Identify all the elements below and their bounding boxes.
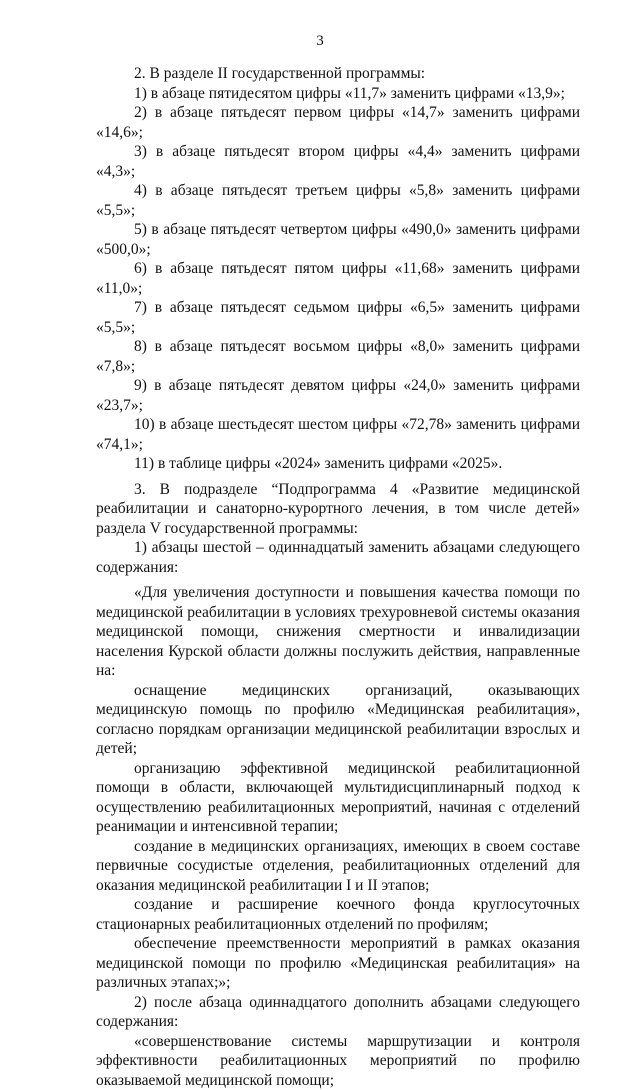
list-item-7: 7) в абзаце пятьдесят седьмом цифры «6,5» заменить цифрами «5,5»; xyxy=(96,298,580,337)
subsection-item-2: 2) после абзаца одиннадцатого дополнить абзацами следующего содержания: xyxy=(96,993,580,1032)
quoted-paragraph-routing: «совершенствование системы маршрутизации и контроля эффективности реабилитационных мероприятий по профилю оказываемой медицинской помощи; xyxy=(96,1032,580,1090)
quoted-paragraph-continuity: обеспечение преемственности мероприятий в рамках оказания медицинской помощи по профилю «Медицинская реабилитация» на различных этапах;»; xyxy=(96,934,580,993)
page-number: 3 xyxy=(0,33,640,50)
section-2-heading: 2. В разделе II государственной программы: xyxy=(96,64,580,84)
list-item-6: 6) в абзаце пятьдесят пятом цифры «11,68» заменить цифрами «11,0»; xyxy=(96,259,580,298)
list-item-4: 4) в абзаце пятьдесят третьем цифры «5,8» заменить цифрами «5,5»; xyxy=(96,181,580,220)
list-item-8: 8) в абзаце пятьдесят восьмом цифры «8,0» заменить цифрами «7,8»; xyxy=(96,337,580,376)
list-item-11: 11) в таблице цифры «2024» заменить цифрами «2025». xyxy=(96,454,580,474)
quoted-paragraph-intro: «Для увеличения доступности и повышения качества помощи по медицинской реабилитации в условиях трехуровневой системы оказания медицинской помощи, снижения смертности и инвалидизации населения Курской области должны послужить действия, направленные на: xyxy=(96,583,580,681)
quoted-paragraph-creation: создание в медицинских организациях, имеющих в своем составе первичные сосудистые отделения, реабилитационных отделений для оказания медицинской реабилитации I и II этапов; xyxy=(96,837,580,896)
list-item-1: 1) в абзаце пятидесятом цифры «11,7» заменить цифрами «13,9»; xyxy=(96,84,580,104)
document-body xyxy=(96,64,580,1090)
list-item-5: 5) в абзаце пятьдесят четвертом цифры «490,0» заменить цифрами «500,0»; xyxy=(96,220,580,259)
list-item-9: 9) в абзаце пятьдесят девятом цифры «24,0» заменить цифрами «23,7»; xyxy=(96,376,580,415)
section-3-heading: 3. В подразделе “Подпрограмма 4 «Развитие медицинской реабилитации и санаторно-курортного лечения, в том числе детей» раздела V государственной программы: xyxy=(96,480,580,539)
quoted-paragraph-expansion: создание и расширение коечного фонда круглосуточных стационарных реабилитационных отделений по профилям; xyxy=(96,895,580,934)
list-item-2: 2) в абзаце пятьдесят первом цифры «14,7» заменить цифрами «14,6»; xyxy=(96,103,580,142)
quoted-paragraph-organization: организацию эффективной медицинской реабилитационной помощи в области, включающей мультидисциплинарный подход к осуществлению реабилитационных мероприятий, начиная с отделений реанимации и интенсивной терапии; xyxy=(96,759,580,837)
list-item-10: 10) в абзаце шестьдесят шестом цифры «72,78» заменить цифрами «74,1»; xyxy=(96,415,580,454)
quoted-paragraph-equipment: оснащение медицинских организаций, оказывающих медицинскую помощь по профилю «Медицинская реабилитация», согласно порядкам организации медицинской реабилитации взрослых и детей; xyxy=(96,681,580,759)
list-item-3: 3) в абзаце пятьдесят втором цифры «4,4» заменить цифрами «4,3»; xyxy=(96,142,580,181)
subsection-item-1: 1) абзацы шестой – одиннадцатый заменить абзацами следующего содержания: xyxy=(96,538,580,577)
